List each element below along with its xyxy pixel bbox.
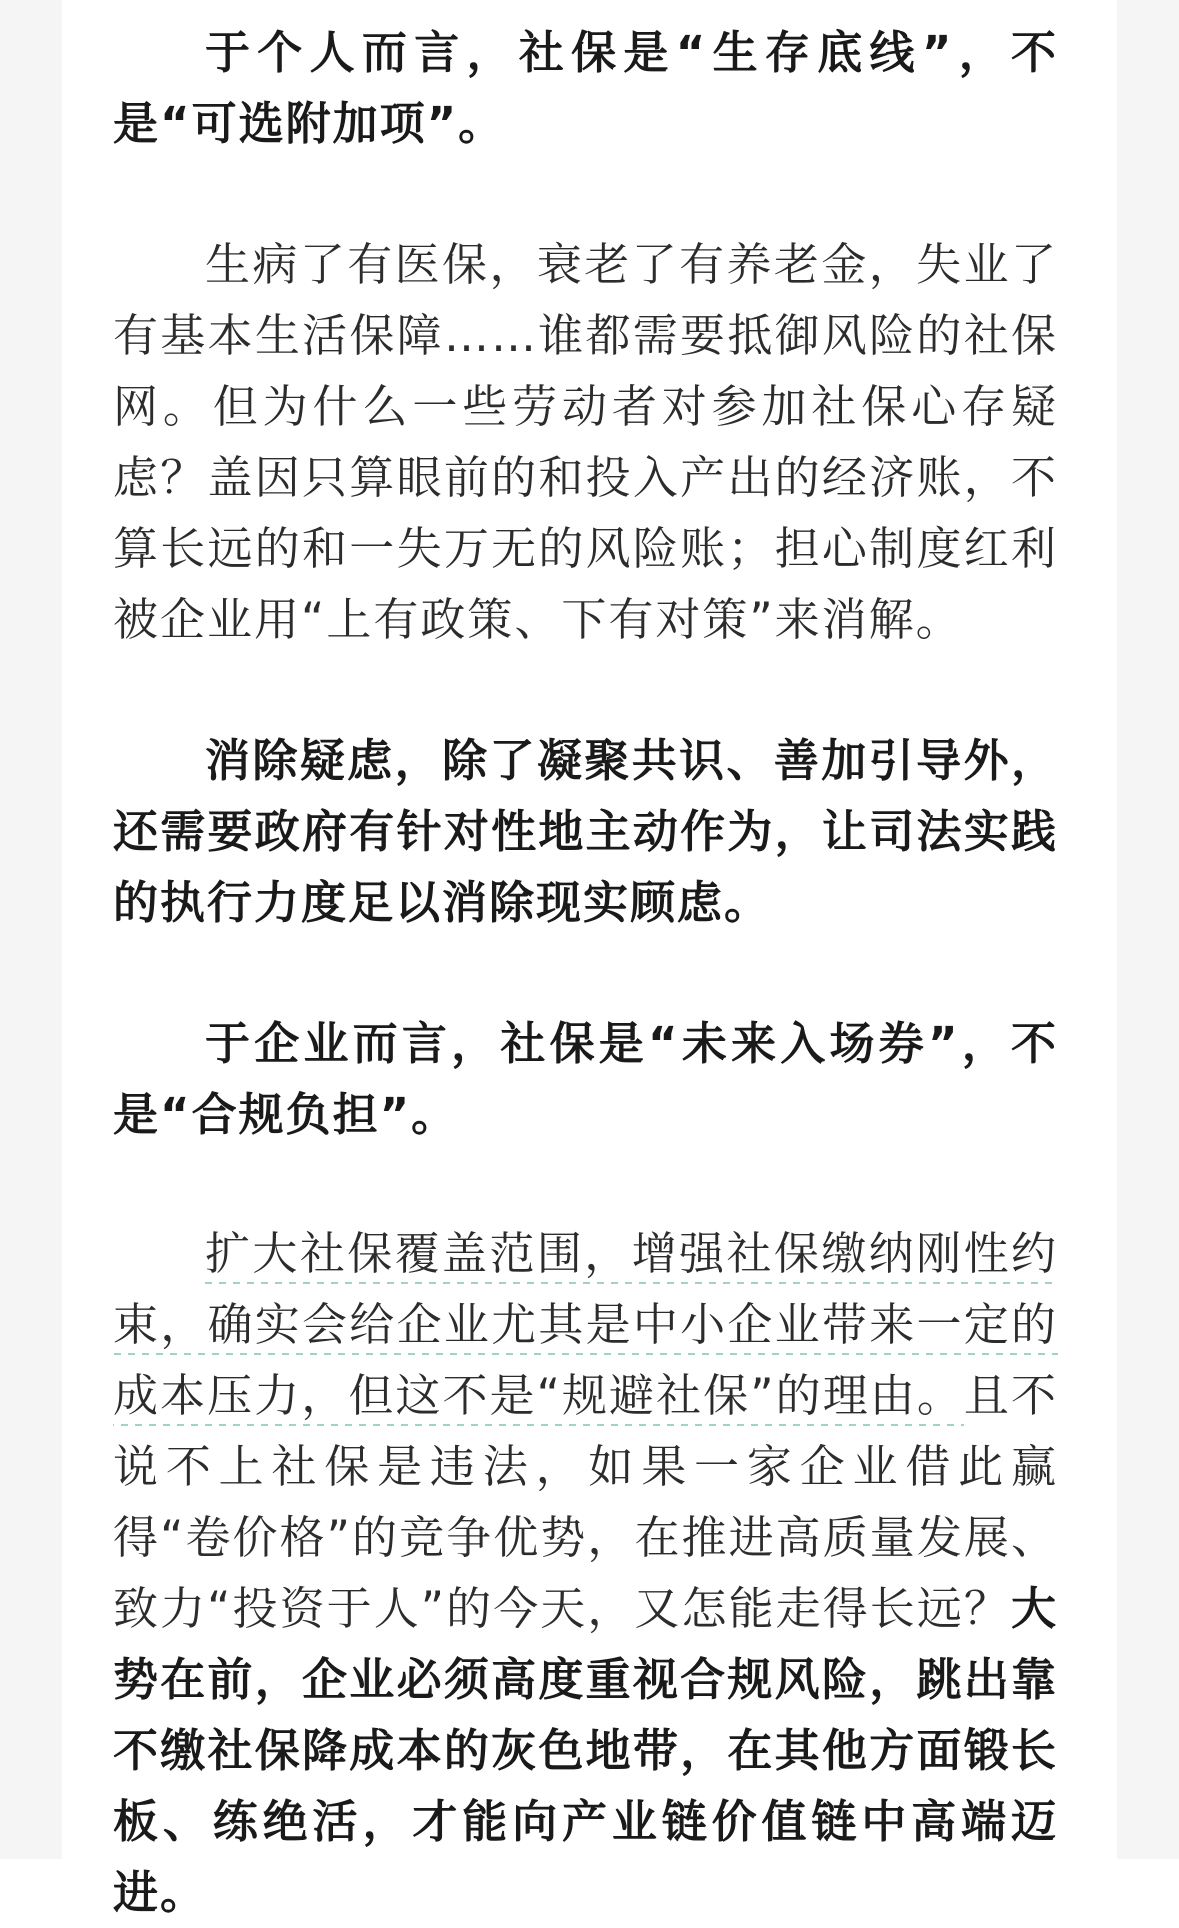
article-body (113, 17, 1058, 1928)
underlined-text: 扩大社保覆盖范围，增强社保缴纳刚性约束，确实会给企业尤其是中小企业带来一定的成本压力，但这不是“规避社保”的理由。 (113, 1227, 1058, 1426)
regular-text: 且不说不上社保是违法，如果一家企业借此赢得“卷价格”的竞争优势，在推进高质量发展、致力“投资于人”的今天，又怎能走得长远？ (113, 1369, 1058, 1635)
paragraph-worker-concerns: 生病了有医保，衰老了有养老金，失业了有基本生活保障……谁都需要抵御风险的社保网。但为什么一些劳动者对参加社保心存疑虑？盖因只算眼前的和投入产出的经济账，不算长远的和一失万无的风险账；担心制度红利被企业用“上有政策、下有对策”来消解。 (113, 238, 1058, 646)
paragraph-enterprise-cost (113, 1218, 1058, 1928)
right-margin (1117, 0, 1179, 1859)
left-margin (0, 0, 62, 1859)
paragraph-individual-heading: 于个人而言，社保是“生存底线”，不是“可选附加项”。 (113, 26, 1058, 150)
paragraph-enterprise-heading: 于企业而言，社保是“未来入场券”，不是“合规负担”。 (113, 1017, 1058, 1141)
paragraph-remove-doubts: 消除疑虑，除了凝聚共识、善加引导外，还需要政府有针对性地主动作为，让司法实践的执行力度足以消除现实顾虑。 (113, 734, 1058, 929)
bold-conclusion: 大势在前，企业必须高度重视合规风险，跳出靠不缴社保降成本的灰色地带，在其他方面锻长板、练绝活，才能向产业链价值链中高端迈进。 (113, 1582, 1058, 1919)
